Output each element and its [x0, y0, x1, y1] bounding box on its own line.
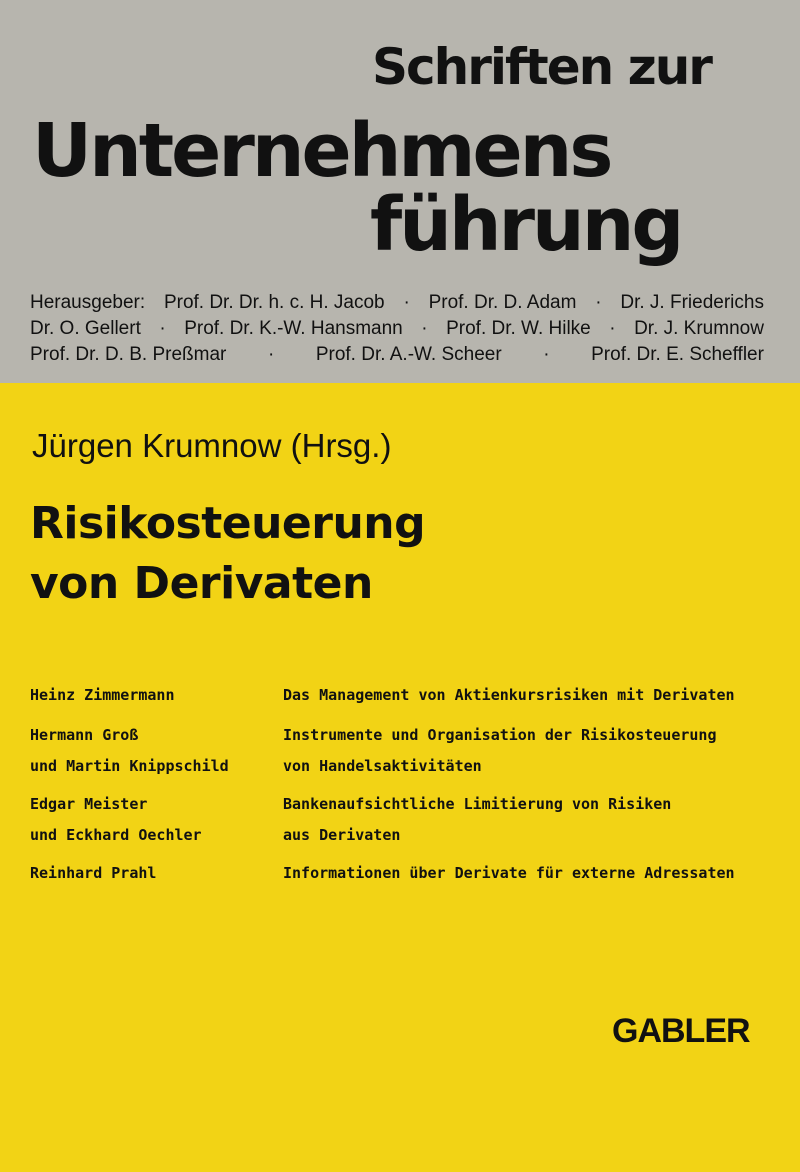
- editors-line-1: [30, 292, 764, 316]
- series-title-line-3: führung: [370, 182, 682, 268]
- series-title-line-2: Unternehmens: [32, 108, 611, 194]
- editor-name: Prof. Dr. E. Scheffler: [591, 344, 764, 365]
- separator-dot: ·: [595, 292, 602, 313]
- series-title-line-1: Schriften zur: [372, 38, 711, 96]
- book-title-line-2: von Derivaten: [30, 558, 373, 609]
- contents-author: Edgar Meister: [30, 795, 148, 813]
- contents-title: Informationen über Derivate für externe Adressaten: [283, 864, 735, 882]
- separator-dot: ·: [159, 318, 166, 339]
- editor-name: Dr. J. Friederichs: [620, 292, 764, 313]
- editor-name: Dr. O. Gellert: [30, 318, 141, 339]
- editors-line-2: [30, 318, 764, 342]
- publisher-logo: GABLER: [612, 1012, 750, 1050]
- contents-title: von Handelsaktivitäten: [283, 757, 482, 775]
- editor-name: Prof. Dr. W. Hilke: [446, 318, 591, 339]
- contents-author: Reinhard Prahl: [30, 864, 157, 882]
- editor-name: Prof. Dr. K.-W. Hansmann: [184, 318, 403, 339]
- separator-dot: ·: [403, 292, 410, 313]
- separator-dot: ·: [421, 318, 428, 339]
- volume-editor: Jürgen Krumnow (Hrsg.): [32, 427, 392, 464]
- separator-dot: ·: [543, 344, 550, 365]
- editor-name: Prof. Dr. D. Adam: [428, 292, 577, 313]
- contents-title: aus Derivaten: [283, 826, 401, 844]
- contents-author: Heinz Zimmermann: [30, 686, 175, 704]
- separator-dot: ·: [267, 344, 275, 365]
- book-title-line-1: Risikosteuerung: [30, 498, 426, 549]
- editor-name: Dr. J. Krumnow: [634, 318, 764, 339]
- editor-name: Prof. Dr. Dr. h. c. H. Jacob: [163, 292, 385, 313]
- editors-label: Herausgeber:: [30, 292, 146, 313]
- editor-name: Prof. Dr. D. B. Preßmar: [30, 344, 227, 365]
- editor-name: Prof. Dr. A.-W. Scheer: [315, 344, 502, 365]
- contents-title: Das Management von Aktienkursrisiken mit Derivaten: [283, 686, 735, 704]
- contents-author: und Martin Knippschild: [30, 757, 229, 775]
- contents-author: und Eckhard Oechler: [30, 826, 202, 844]
- contents-author: Hermann Groß: [30, 726, 139, 744]
- editors-line-3: [30, 344, 764, 368]
- contents-title: Instrumente und Organisation der Risikosteuerung: [283, 726, 717, 744]
- series-band: [0, 0, 800, 383]
- separator-dot: ·: [609, 318, 616, 339]
- contents-title: Bankenaufsichtliche Limitierung von Risiken: [283, 795, 672, 813]
